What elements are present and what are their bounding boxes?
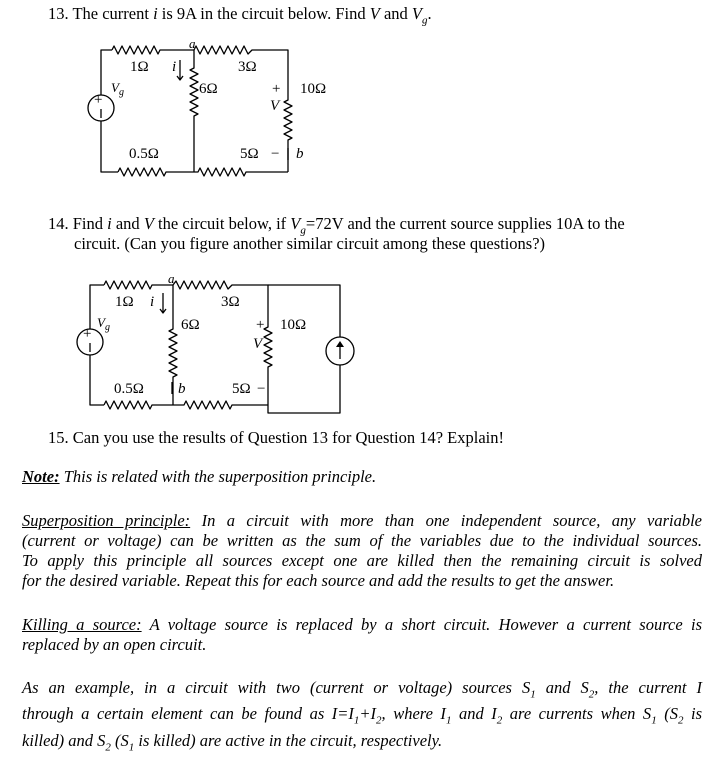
resistor-6ohm xyxy=(169,285,177,405)
label-Vg: $V_g$ xyxy=(111,80,124,98)
label-0.5ohm: 0.5Ω xyxy=(114,381,144,397)
resistor-6ohm xyxy=(190,50,198,172)
question-14-line2: circuit. (Can you figure another similar circuit among these questions?) xyxy=(74,234,546,253)
label-Vg: $V_g$ xyxy=(97,315,110,333)
resistor-5ohm xyxy=(173,401,268,409)
circuit-diagram-1 xyxy=(0,0,711,200)
minus-sign: − xyxy=(271,146,280,162)
resistor-5ohm xyxy=(194,168,288,176)
resistor-1ohm xyxy=(112,46,194,54)
current-source-wire-bottom xyxy=(268,365,340,413)
node-a-label: a xyxy=(168,271,175,286)
label-i: i xyxy=(150,294,155,310)
label-3ohm: 3Ω xyxy=(238,59,257,75)
label-5ohm: 5Ω xyxy=(240,146,259,162)
resistor-0.5ohm xyxy=(118,168,194,176)
question-14-line1: 14. Find i and V the circuit below, if $V_g=72V$ and the current source supplies 10A to the xyxy=(48,214,625,237)
label-10ohm: 10Ω xyxy=(300,81,327,97)
label-1ohm: 1Ω xyxy=(115,294,134,310)
label-5ohm: 5Ω xyxy=(232,381,251,397)
left-wire-bottom xyxy=(90,355,104,405)
label-6ohm: 6Ω xyxy=(181,317,200,333)
label-6ohm: 6Ω xyxy=(199,81,218,97)
label-0.5ohm: 0.5Ω xyxy=(129,146,159,162)
left-wire-bottom xyxy=(101,121,118,172)
resistor-1ohm xyxy=(104,281,173,289)
current-source-arrow-head xyxy=(336,341,344,347)
example-paragraph: As an example, in a circuit with two (current or voltage) sources $S_1$ and $S_2$, the current I through a certain element can be found as $I=I_1+I_2$, where $I_1$ and $I_2$ are currents when $S_1$ ($S_2$ is killed) and $S_2$ ($S_1$ is killed) are active in the circuit, respectively. xyxy=(22,678,702,753)
plus-sign: + xyxy=(256,317,265,333)
source-plus-sign: + xyxy=(94,92,103,108)
label-1ohm: 1Ω xyxy=(130,59,149,75)
question-13: 13. The current i is 9A in the circuit below. Find V and $V_g$. xyxy=(48,4,432,27)
source-plus-sign: + xyxy=(83,326,92,342)
superposition-paragraph: Superposition principle: In a circuit with more than one independent source, any variable (current or voltage) can be written as the sum of the variables due to the individual sources. To apply this principle all sources except one are killed then the remaining circuit is solved for the desired variable. Repeat this for each source and add the results to get the answer. xyxy=(22,511,702,590)
killing-source-paragraph: Killing a source: A voltage source is replaced by a short circuit. However a current source is replaced by an open circuit. xyxy=(22,615,702,654)
note: Note: This is related with the superposition principle. xyxy=(22,467,377,486)
node-a-label: a xyxy=(189,36,196,51)
plus-sign: + xyxy=(272,81,281,97)
label-V: V xyxy=(270,98,280,114)
label-i: i xyxy=(172,59,177,75)
minus-sign: − xyxy=(257,381,266,397)
resistor-0.5ohm xyxy=(104,401,173,409)
question-15: 15. Can you use the results of Question 13 for Question 14? Explain! xyxy=(48,428,504,447)
node-b-label: b xyxy=(178,381,186,397)
label-10ohm: 10Ω xyxy=(280,317,307,333)
label-V: V xyxy=(253,336,263,352)
node-b-label: b xyxy=(296,146,304,162)
label-3ohm: 3Ω xyxy=(221,294,240,310)
